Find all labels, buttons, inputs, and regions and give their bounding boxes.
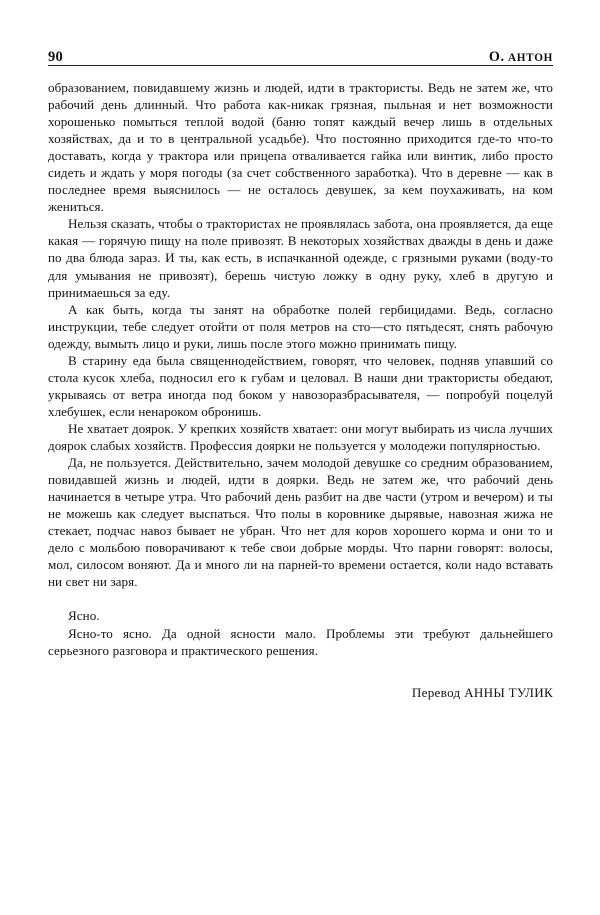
body-text xyxy=(48,79,553,701)
running-head xyxy=(48,42,553,64)
page-number: 90 xyxy=(48,48,63,65)
paragraph: образованием, повидавшему жизнь и людей, идти в трактористы. Ведь не затем же, что рабочий день длинный. Что работа как-никак грязная, пыльная и нет возможности хорошенько помыться теплой водой (баню топят каждый вечер лишь в отдельных хозяйствах, да и то в центральной усадьбе). Что постоянно приходится где-то что-то доставать, когда у трактора или прицепа отваливается гайка или винтик, либо просто сидеть и ждать у моря погоды (за счет собственного заработка). Что в деревне — как в последнее время выяснилось — не осталось девушек, за кем поухаживать, на ком жениться. xyxy=(48,80,553,215)
paragraph: А как быть, когда ты занят на обработке полей гербицидами. Ведь, согласно инструкции, тебе следует отойти от поля метров на сто—сто пятьдесят, снять рабочую одежду, вымыть лицо и руки, лишь после этого можно принимать пищу. xyxy=(48,301,553,351)
running-head-author-initial: О. xyxy=(488,48,505,65)
paragraph: Ясно-то ясно. Да одной ясности мало. Проблемы эти требуют дальнейшего серьезного разговора и практического решения. xyxy=(48,625,553,658)
paragraph: Да, не пользуется. Действительно, зачем молодой девушке со средним образованием, повидавшей жизнь и людей, идти в доярки. Ведь не затем же, что рабочий день начинается в четыре утра. Что рабочий день разбит на две части (утром и вечером) и ты не можешь как следует выспаться. Что полы в коровнике дырявые, навозная жижа не стекает, подчас навоз бывает не убран. Что нет для коров хорошего корма и они то и дело с мольбою поворачивают к тебе свои добрые морды. Что парни говорят: волосы, мол, силосом воняют. Да и много ли на парней-то времени остается, коли надо вставать ни свет ни заря. xyxy=(48,455,553,590)
header-divider xyxy=(48,65,553,66)
paragraph: Ясно. xyxy=(68,608,100,624)
paragraph: Нельзя сказать, чтобы о трактористах не проявлялась забота, она проявляется, да еще какая — горячую пищу на поле привозят. В некоторых хозяйствах дважды в день и даже по два блюда зараз. И ты, как есть, в испачканной одежде, с грязными руками (воду-то для умывания не привозят), берешь чистую ложку в одну руку, хлеб в другую и принимаешься за еду. xyxy=(48,216,553,300)
running-head-author xyxy=(489,50,553,64)
running-head-author-name: АНТОН xyxy=(508,51,553,64)
paragraph: Не хватает доярок. У крепких хозяйств хватает: они могут выбирать из числа лучших доярок слабых хозяйств. Профессия доярки не пользуется у молодежи популярностью. xyxy=(48,420,553,453)
paragraph: В старину еда была священнодействием, говорят, что человек, подняв упавший со стола кусок хлеба, подносил его к губам и целовал. В наши дни трактористы обедают, укрываясь от ветра иногда под боком у навозоразбрасывателя, — попробуй поцелуй хлебушек, если ненароком обронишь. xyxy=(48,352,553,419)
translator-attribution: Перевод АННЫ ТУЛИК xyxy=(411,684,553,700)
